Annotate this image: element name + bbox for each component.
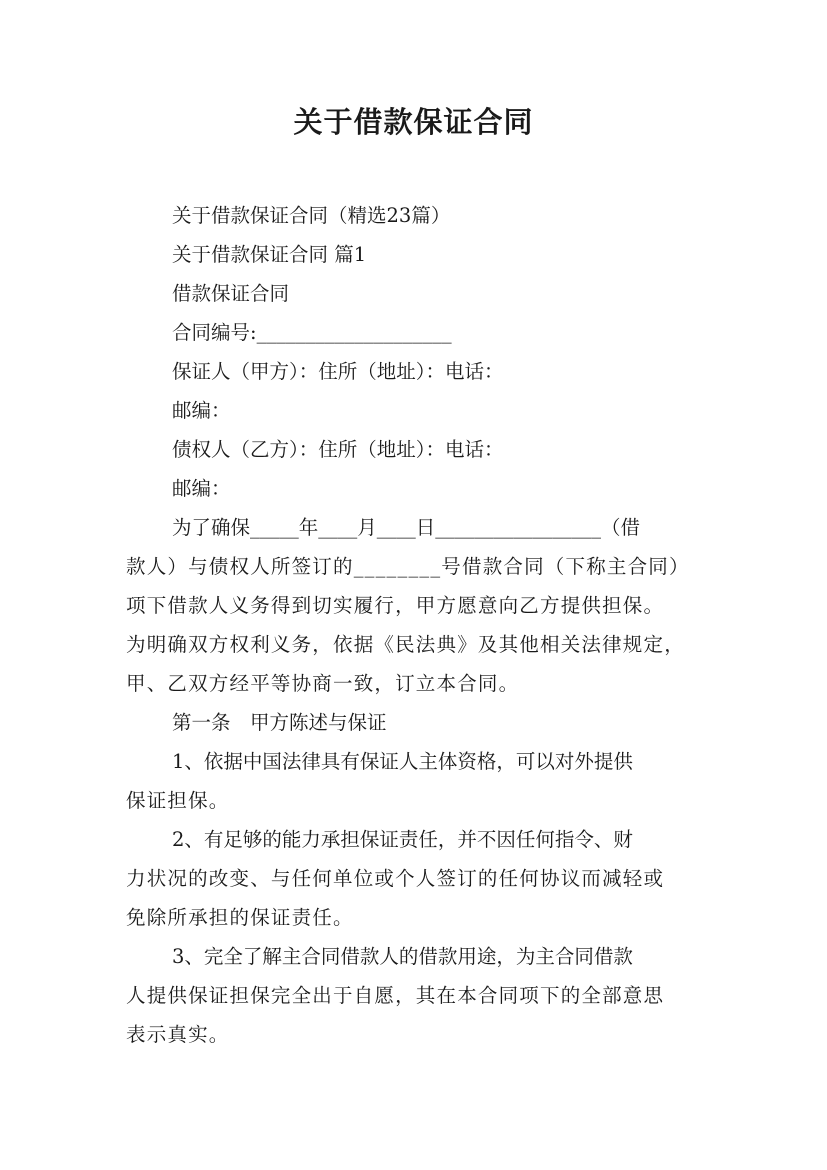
subtitle-collection: 关于借款保证合同（精选23篇） — [172, 204, 451, 227]
article-heading: 第一条 甲方陈述与保证 — [172, 711, 387, 734]
paragraph-line: 款人）与债权人所签订的________号借款合同（下称主合同） — [126, 555, 690, 578]
paragraph-line: 甲、乙双方经平等协商一致，订立本合同。 — [126, 672, 520, 695]
clause-line: 1、依据中国法律具有保证人主体资格，可以对外提供 — [172, 750, 633, 773]
clause-line: 3、完全了解主合同借款人的借款用途，为主合同借款 — [172, 945, 633, 968]
clause-line: 免除所承担的保证责任。 — [126, 906, 354, 929]
clause-line: 力状况的改变、与任何单位或个人签订的任何协议而减轻或 — [126, 867, 665, 890]
creditor-info: 债权人（乙方）：住所（地址）：电话： — [172, 438, 504, 461]
paragraph-line: 项下借款人义务得到切实履行，甲方愿意向乙方提供担保。 — [126, 594, 665, 617]
section-heading: 关于借款保证合同 篇1 — [172, 243, 367, 266]
guarantor-postcode: 邮编： — [172, 399, 231, 422]
creditor-postcode: 邮编： — [172, 477, 231, 500]
document-title: 关于借款保证合同 — [293, 105, 534, 139]
guarantor-info: 保证人（甲方）：住所（地址）：电话： — [172, 360, 504, 383]
contract-name: 借款保证合同 — [172, 282, 290, 305]
paragraph-line: 为明确双方权利义务，依据《民法典》及其他相关法律规定， — [126, 633, 685, 656]
contract-number-field: 合同编号:____________________ — [172, 321, 452, 344]
paragraph-line: 为了确保_____年____月____日_________________（借 — [172, 516, 641, 539]
clause-line: 表示真实。 — [126, 1023, 230, 1046]
clause-line: 人提供保证担保完全出于自愿，其在本合同项下的全部意思 — [126, 984, 665, 1007]
clause-line: 保证担保。 — [126, 789, 230, 812]
clause-line: 2、有足够的能力承担保证责任，并不因任何指令、财 — [172, 828, 633, 851]
